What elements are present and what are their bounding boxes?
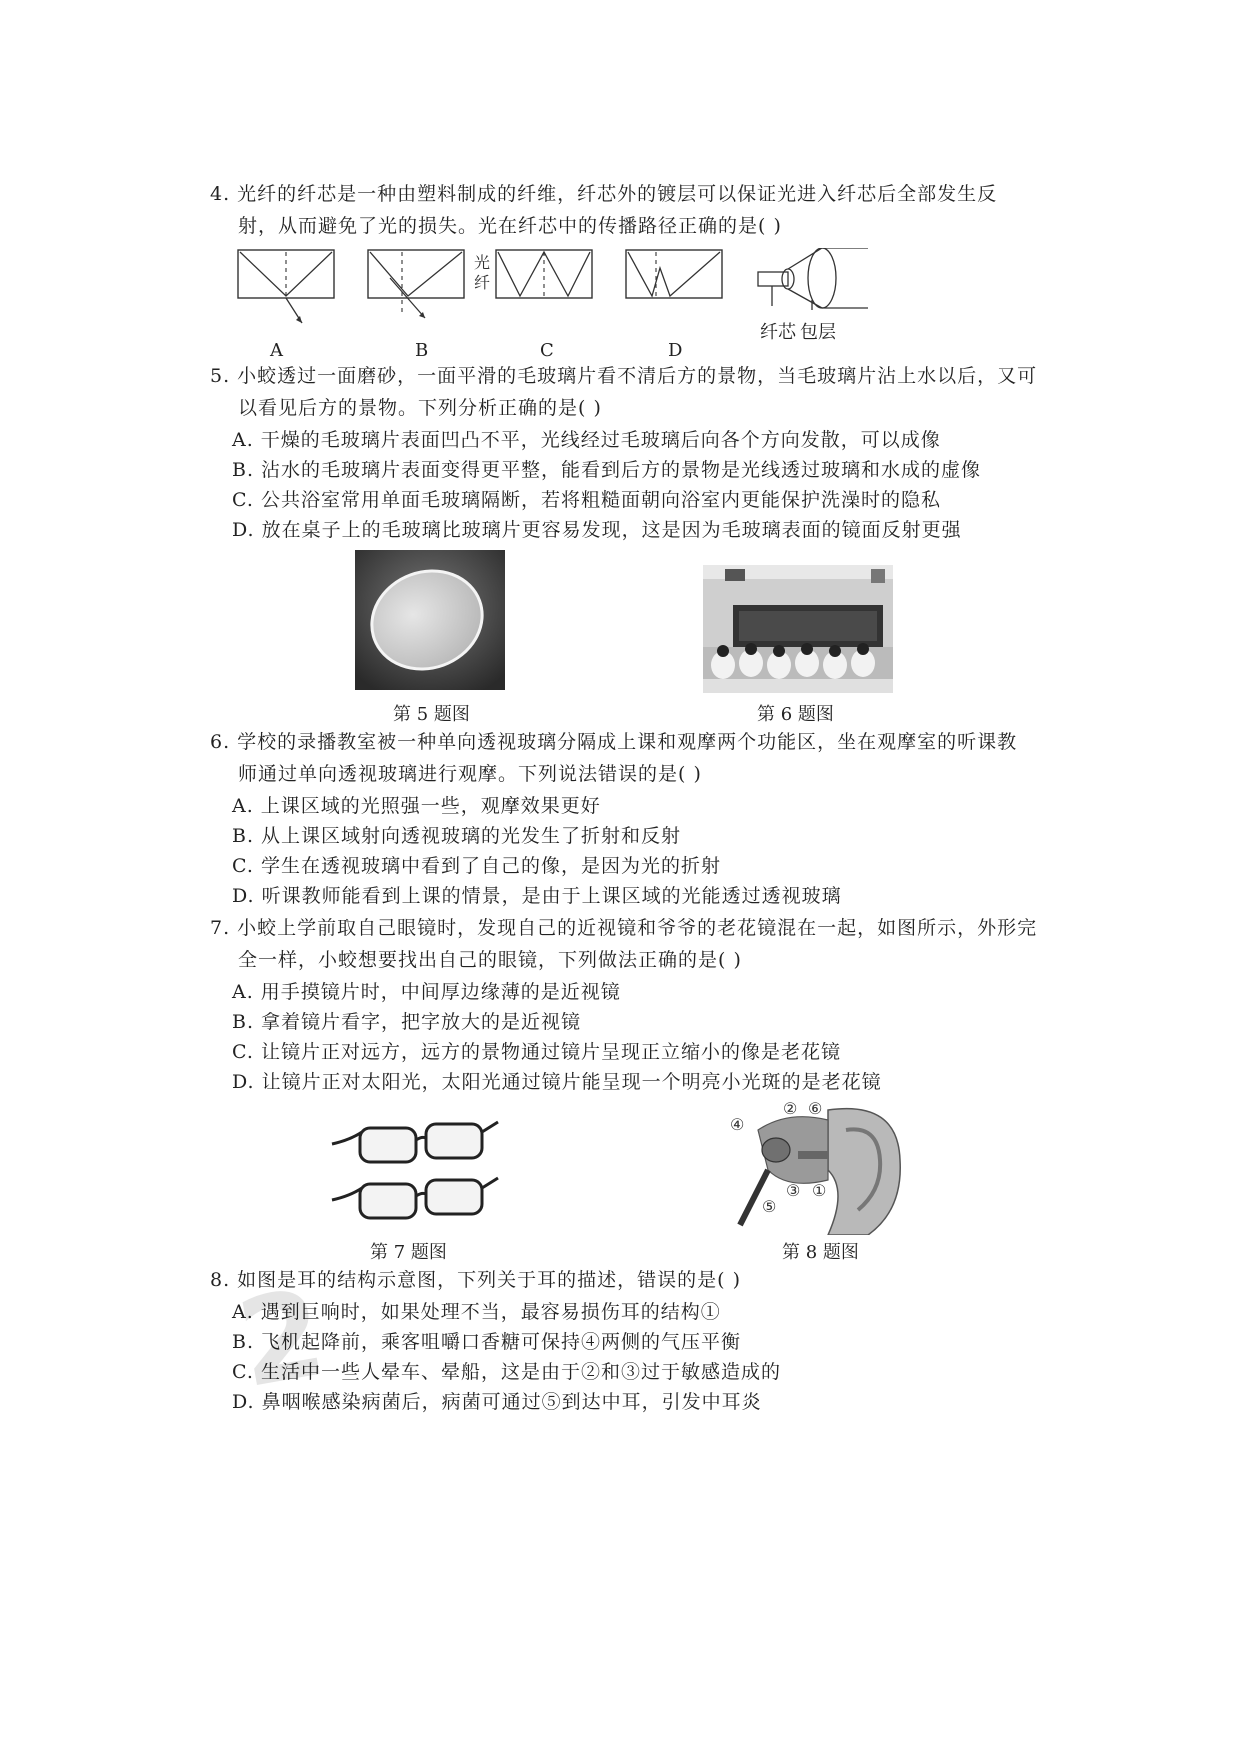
q4-side-label-1: 光 (474, 253, 491, 272)
q8-option-d: D. 鼻咽喉感染病菌后，病菌可通过⑤到达中耳，引发中耳炎 (232, 1391, 762, 1413)
q5-option-b: B. 沾水的毛玻璃片表面变得更平整，能看到后方的景物是光线透过玻璃和水成的虚像 (232, 459, 982, 481)
q6-option-d: D. 听课教师能看到上课的情景，是由于上课区域的光能透过透视玻璃 (232, 885, 842, 907)
q8-label-1: ① (812, 1181, 827, 1200)
q7-option-c: C. 让镜片正对远方，远方的景物通过镜片呈现正立缩小的像是老花镜 (232, 1041, 841, 1063)
q5-option-d: D. 放在桌子上的毛玻璃比玻璃片更容易发现，这是因为毛玻璃表面的镜面反射更强 (232, 519, 962, 541)
q5-option-c: C. 公共浴室常用单面毛玻璃隔断，若将粗糙面朝向浴室内更能保护洗澡时的隐私 (232, 489, 941, 511)
q5-stem-line1: 5. 小蛟透过一面磨砂，一面平滑的毛玻璃片看不清后方的景物，当毛玻璃片沾上水以后，又可 (210, 365, 1038, 387)
q4-fiber-core-label: 纤芯 (760, 322, 796, 343)
q7-caption: 第 7 题图 (370, 1242, 447, 1263)
q4-label-a: A (270, 340, 283, 361)
q8-option-b: B. 飞机起降前，乘客咀嚼口香糖可保持④两侧的气压平衡 (232, 1331, 742, 1353)
q6-classroom-photo (703, 565, 893, 693)
q8-caption: 第 8 题图 (782, 1242, 859, 1263)
q4-stem-line2: 射，从而避免了光的损失。光在纤芯中的传播路径正确的是( ) (238, 215, 782, 237)
q4-stem-line1: 4. 光纤的纤芯是一种由塑料制成的纤维，纤芯外的镀层可以保证光进入纤芯后全部发生反 (210, 183, 998, 205)
q6-caption: 第 6 题图 (757, 704, 834, 725)
q4-label-b: B (415, 340, 429, 361)
page-watermark: 2 (228, 1263, 335, 1416)
q5-option-a: A. 干燥的毛玻璃片表面凹凸不平，光线经过毛玻璃后向各个方向发散，可以成像 (232, 429, 941, 451)
q6-stem-line2: 师通过单向透视玻璃进行观摩。下列说法错误的是( ) (238, 763, 702, 785)
q8-label-5: ⑤ (762, 1197, 777, 1216)
q6-stem-line1: 6. 学校的录播教室被一种单向透视玻璃分隔成上课和观摩两个功能区，坐在观摩室的听课教 (210, 731, 1018, 753)
q7-option-b: B. 拿着镜片看字，把字放大的是近视镜 (232, 1011, 582, 1033)
q6-option-c: C. 学生在透视玻璃中看到了自己的像，是因为光的折射 (232, 855, 721, 877)
q8-label-4: ④ (730, 1115, 745, 1134)
q8-stem-line1: 8. 如图是耳的结构示意图，下列关于耳的描述，错误的是( ) (210, 1269, 742, 1291)
q4-label-d: D (668, 340, 683, 361)
q6-option-b: B. 从上课区域射向透视玻璃的光发生了折射和反射 (232, 825, 682, 847)
q8-label-3: ③ (786, 1181, 801, 1200)
q8-option-a: A. 遇到巨响时，如果处理不当，最容易损伤耳的结构① (232, 1301, 721, 1323)
q6-option-a: A. 上课区域的光照强一些，观摩效果更好 (232, 795, 601, 817)
q7-option-a: A. 用手摸镜片时，中间厚边缘薄的是近视镜 (232, 981, 621, 1003)
q4-label-c: C (540, 340, 554, 361)
q4-fiber-cladding-label: 包层 (800, 322, 836, 343)
q7-glasses-photo (330, 1118, 500, 1233)
q5-stem-line2: 以看见后方的景物。下列分析正确的是( ) (238, 397, 602, 419)
q5-frosted-glass-photo (355, 550, 505, 690)
q4-figure (230, 248, 870, 328)
q5-caption: 第 5 题图 (393, 704, 470, 725)
q7-stem-line1: 7. 小蛟上学前取自己眼镜时，发现自己的近视镜和爷爷的老花镜混在一起，如图所示，外形完 (210, 917, 1038, 939)
q8-ear-diagram (728, 1100, 908, 1235)
q8-label-6: ⑥ (808, 1100, 823, 1118)
q7-option-d: D. 让镜片正对太阳光，太阳光通过镜片能呈现一个明亮小光斑的是老花镜 (232, 1071, 882, 1093)
q8-option-c: C. 生活中一些人晕车、晕船，这是由于②和③过于敏感造成的 (232, 1361, 781, 1383)
q8-label-2: ② (783, 1100, 798, 1118)
q4-side-label-2: 纤 (474, 273, 491, 292)
q7-stem-line2: 全一样，小蛟想要找出自己的眼镜，下列做法正确的是( ) (238, 949, 742, 971)
